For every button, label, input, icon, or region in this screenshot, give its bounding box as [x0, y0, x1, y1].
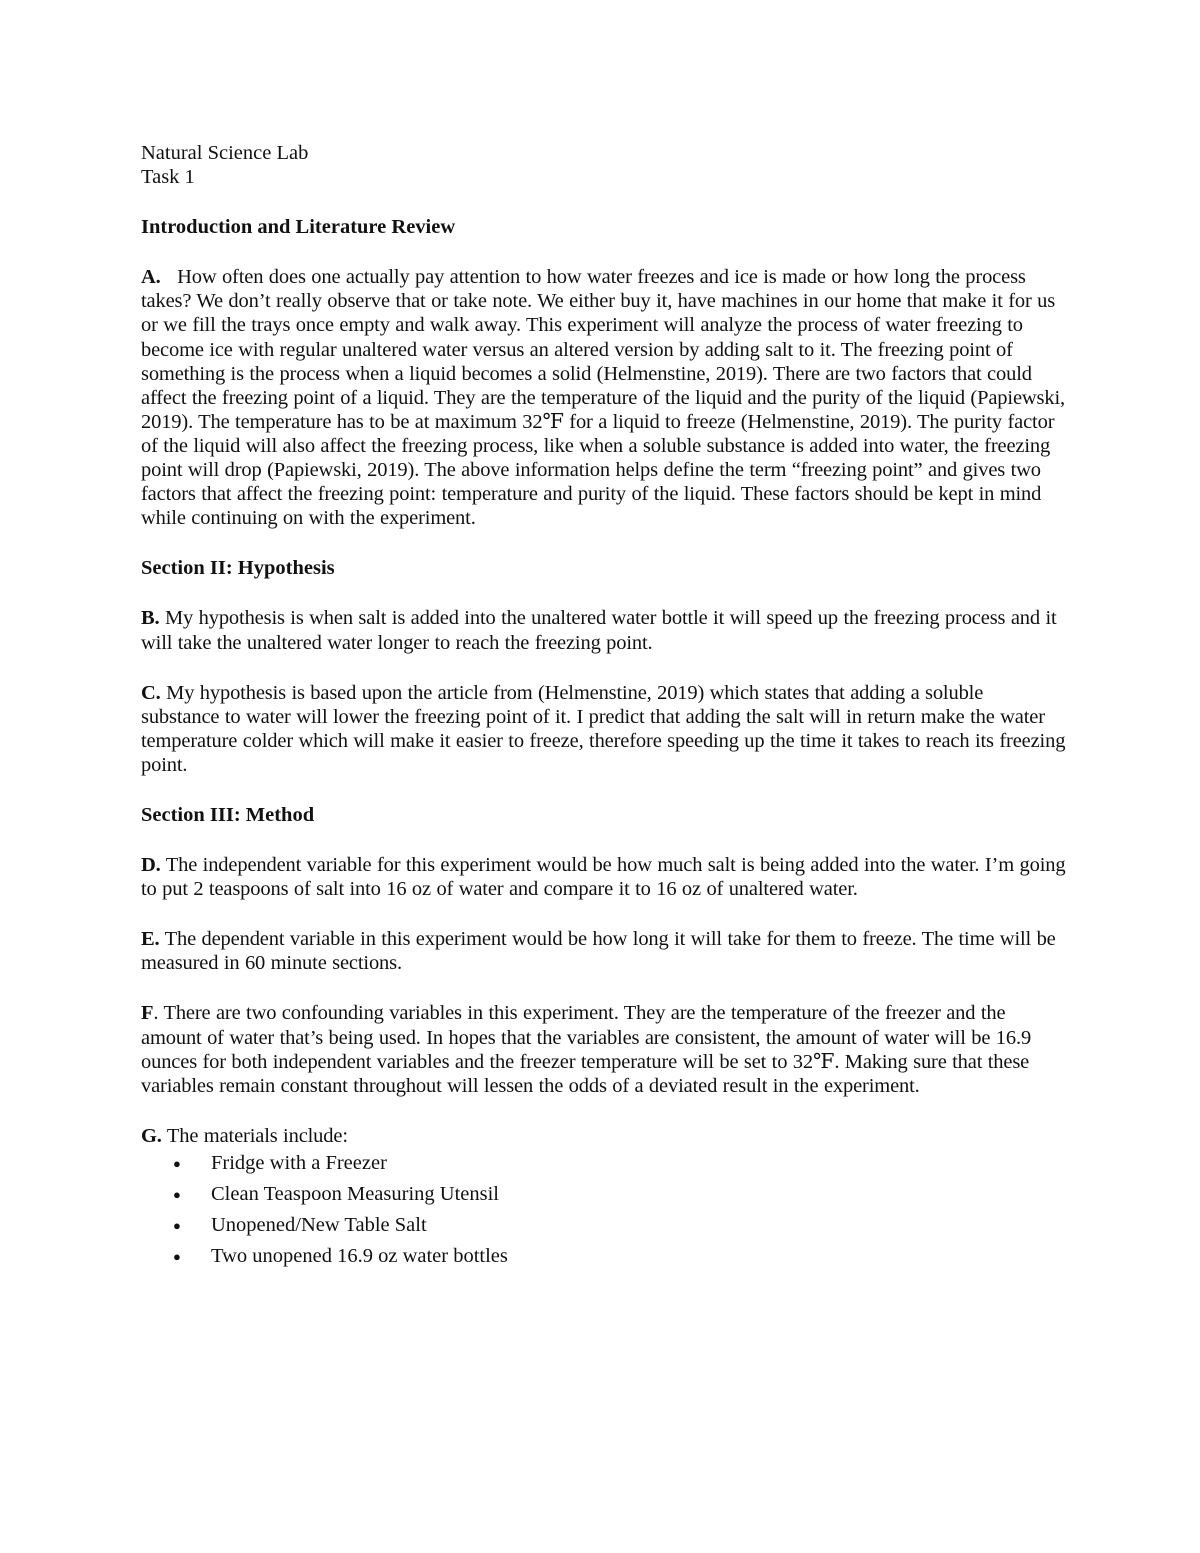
paragraph-g-text: The materials include:: [166, 1124, 348, 1147]
materials-list: [141, 1148, 1066, 1272]
paragraph-f: [141, 1001, 1066, 1097]
bullet-icon: ●: [173, 1186, 181, 1202]
section-heading-intro: Introduction and Literature Review: [141, 216, 456, 239]
section-heading-hypothesis: Section II: Hypothesis: [141, 557, 335, 580]
paragraph-a-text: How often does one actually pay attention to how water freezes and ice is made or how long the process takes? We don’t really observe that or take note. We either buy it, have machines in our home that make it for us or we fill the trays once empty and walk away. This experiment will analyze the process of water freezing to become ice with regular unaltered water versus an altered version by adding salt to it. The freezing point of something is the process when a liquid becomes a solid (Helmenstine, 2019). There are two factors that could affect the freezing point of a liquid. They are the temperature of the liquid and the purity of the liquid (Papiewski, 2019). The temperature has to be at maximum 32℉ for a liquid to freeze (Helmenstine, 2019). The purity factor of the liquid will also affect the freezing process, like when a soluble substance is added into water, the freezing point will drop (Papiewski, 2019). The above information helps define the term “freezing point” and gives two factors that affect the freezing point: temperature and purity of the liquid. These factors should be kept in mind while continuing on with the experiment.: [141, 266, 1065, 530]
paragraph-a-label: A.: [141, 266, 161, 289]
list-item: [141, 1241, 1066, 1272]
bullet-icon: ●: [173, 1155, 181, 1171]
document-page: [141, 141, 1066, 1272]
paragraph-b-label: B.: [141, 607, 160, 630]
paragraph-e-label: E.: [141, 928, 160, 951]
paragraph-b: [141, 606, 1066, 654]
list-item: [141, 1210, 1066, 1241]
list-item: [141, 1148, 1066, 1179]
paragraph-d-label: D.: [141, 854, 161, 877]
material-label: Two unopened 16.9 oz water bottles: [211, 1244, 508, 1267]
paragraph-d-text: The independent variable for this experiment would be how much salt is being added into the water. I’m going to put 2 teaspoons of salt into 16 oz of water and compare it to 16 oz of unaltered water.: [141, 854, 1066, 901]
bullet-icon: ●: [173, 1248, 181, 1264]
course-title: Natural Science Lab: [141, 142, 309, 164]
paragraph-f-label: F: [141, 1002, 154, 1025]
paragraph-f-text: . There are two confounding variables in this experiment. They are the temperature of the freezer and the amount of water that’s being used. In hopes that the variables are consistent, the amount of water will be 16.9 ounces for both independent variables and the freezer temperature will be set to 32℉. Making sure that these variables remain constant throughout will lessen the odds of a deviated result in the experiment.: [141, 1002, 1032, 1097]
paragraph-g-label: G.: [141, 1124, 162, 1147]
paragraph-b-text: My hypothesis is when salt is added into the unaltered water bottle it will speed up the freezing process and it will take the unaltered water longer to reach the freezing point.: [141, 607, 1057, 654]
material-label: Clean Teaspoon Measuring Utensil: [211, 1182, 499, 1205]
paragraph-g: [141, 1124, 1066, 1148]
list-item: [141, 1179, 1066, 1210]
paragraph-d: [141, 853, 1066, 901]
task-title: Task 1: [141, 166, 195, 189]
paragraph-a: [141, 265, 1066, 530]
paragraph-c-text: My hypothesis is based upon the article from (Helmenstine, 2019) which states that adding a soluble substance to water will lower the freezing point of it. I predict that adding the salt will in return make the water temperature colder which will make it easier to freeze, therefore speeding up the time it takes to reach its freezing point.: [141, 681, 1066, 776]
bullet-icon: ●: [173, 1217, 181, 1233]
material-label: Unopened/New Table Salt: [211, 1213, 427, 1236]
material-label: Fridge with a Freezer: [211, 1151, 387, 1174]
paragraph-e-text: The dependent variable in this experiment would be how long it will take for them to freeze. The time will be measured in 60 minute sections.: [141, 928, 1056, 975]
paragraph-c-label: C.: [141, 681, 161, 704]
paragraph-e: [141, 927, 1066, 975]
section-heading-method: Section III: Method: [141, 803, 315, 826]
paragraph-c: [141, 681, 1066, 777]
